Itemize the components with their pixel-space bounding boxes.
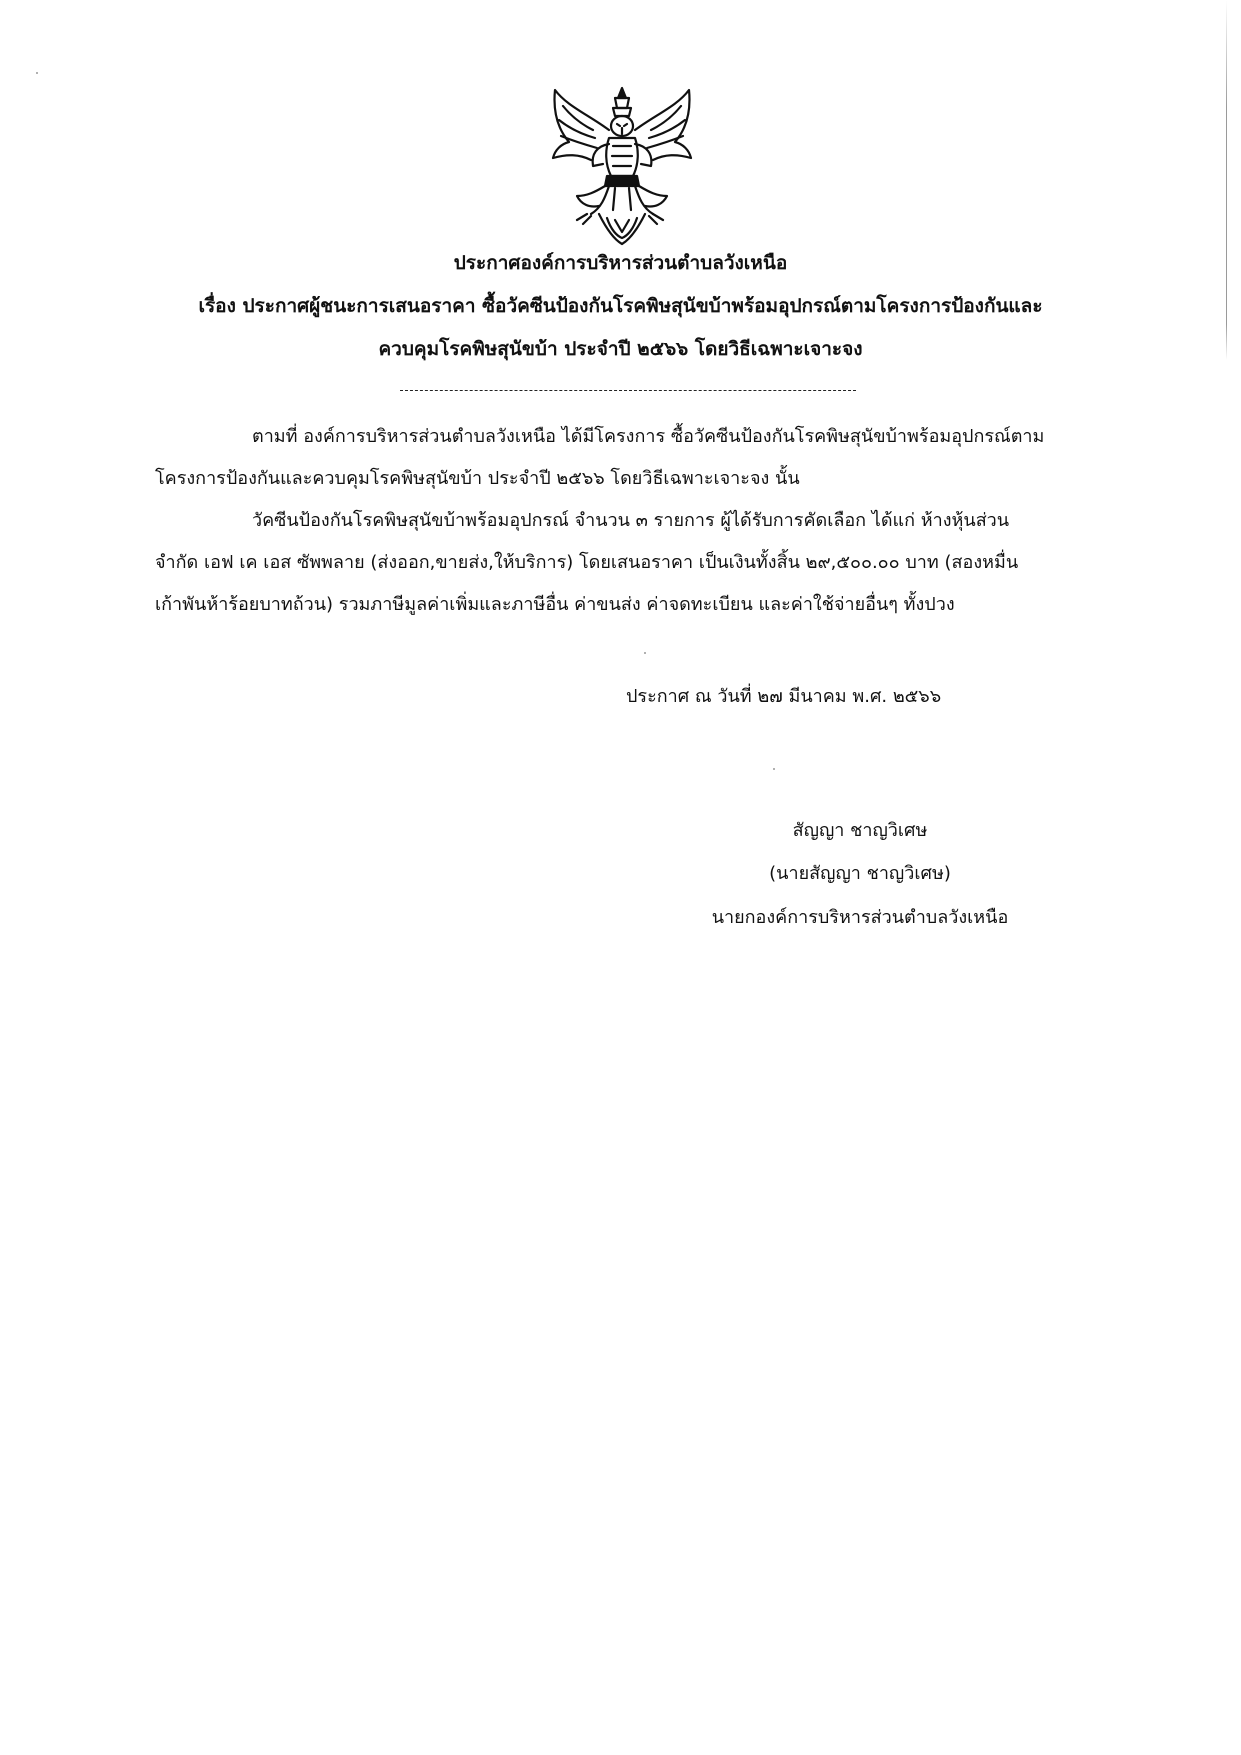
signatory-position: นายกองค์การบริหารส่วนตำบลวังเหนือ bbox=[711, 907, 1009, 928]
organization-title: ประกาศองค์การบริหารส่วนตำบลวังเหนือ bbox=[453, 252, 788, 274]
signatory-printed-name: (นายสัญญา ชาญวิเศษ) bbox=[769, 863, 951, 884]
scan-speck bbox=[644, 652, 646, 654]
paragraph-2-line-3: เก้าพันห้าร้อยบาทถ้วน) รวมภาษีมูลค่าเพิ่มและภาษีอื่น ค่าขนส่ง ค่าจดทะเบียน และค่าใช้จ่ายอื่นๆ ทั้งปวง bbox=[155, 594, 955, 615]
subject-line-2: ควบคุมโรคพิษสุนัขบ้า ประจำปี ๒๕๖๖ โดยวิธีเฉพาะเจาะจง bbox=[378, 338, 863, 360]
signature-name: สัญญา ชาญวิเศษ bbox=[792, 820, 928, 841]
garuda-emblem bbox=[547, 84, 697, 250]
paragraph-1-line-1: ตามที่ องค์การบริหารส่วนตำบลวังเหนือ ได้มีโครงการ ซื้อวัคซีนป้องกันโรคพิษสุนัขบ้าพร้อมอุปกรณ์ตาม bbox=[252, 426, 1045, 447]
scan-speck bbox=[773, 768, 775, 770]
subject-line-1: เรื่อง ประกาศผู้ชนะการเสนอราคา ซื้อวัคซีนป้องกันโรคพิษสุนัขบ้าพร้อมอุปกรณ์ตามโครงการป้องกันและ bbox=[198, 295, 1043, 317]
scan-edge-mark bbox=[1226, 0, 1227, 360]
scan-speck bbox=[36, 72, 38, 74]
paragraph-2-line-1: วัคซีนป้องกันโรคพิษสุนัขบ้าพร้อมอุปกรณ์ จำนวน ๓ รายการ ผู้ได้รับการคัดเลือก ได้แก่ ห้างหุ้นส่วน bbox=[252, 510, 1010, 531]
paragraph-2-line-2: จำกัด เอฟ เค เอส ซัพพลาย (ส่งออก,ขายส่ง,ให้บริการ) โดยเสนอราคา เป็นเงินทั้งสิ้น ๒๙,๕๐๐.๐๐ บาท (สองหมื่น bbox=[155, 552, 1019, 573]
paragraph-1-line-2: โครงการป้องกันและควบคุมโรคพิษสุนัขบ้า ประจำปี ๒๕๖๖ โดยวิธีเฉพาะเจาะจง นั้น bbox=[155, 468, 800, 489]
announcement-date: ประกาศ ณ วันที่ ๒๗ มีนาคม พ.ศ. ๒๕๖๖ bbox=[626, 686, 942, 707]
separator-line bbox=[400, 390, 856, 391]
